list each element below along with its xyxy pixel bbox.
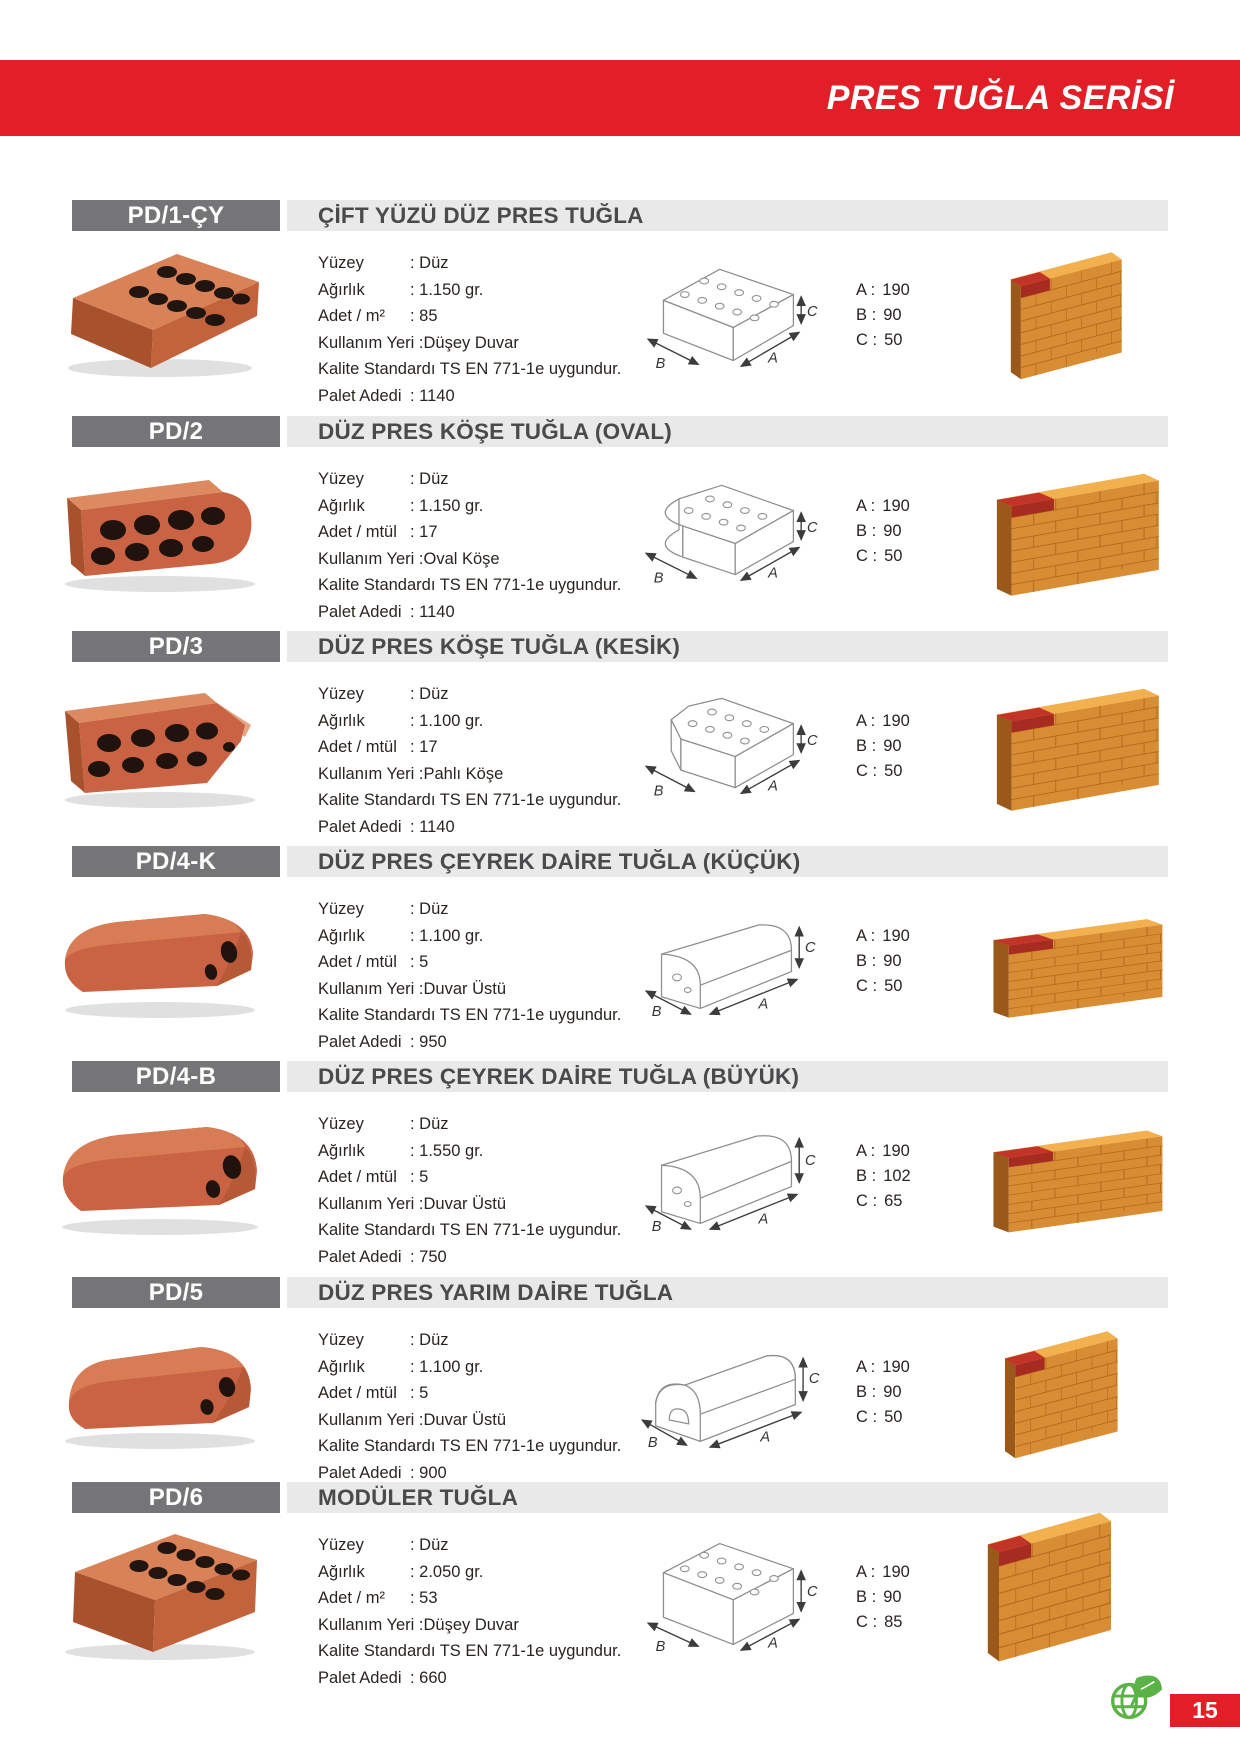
spec-value: : 900 — [410, 1463, 447, 1482]
svg-text:C: C — [805, 940, 816, 957]
product-code-badge: PD/1-ÇY — [72, 200, 280, 231]
spec-value: : 1140 — [410, 817, 455, 836]
dimension-value: 65 — [884, 1192, 903, 1210]
dimension-label: B : — [856, 1383, 877, 1401]
dimension-value: 190 — [882, 712, 910, 730]
spec-label: Kalite Standardı TS EN 771-1e uygundur. — [318, 1642, 622, 1660]
spec-label: Adet / mtül — [318, 738, 397, 756]
spec-label: Ağırlık — [318, 711, 365, 730]
spec-row — [318, 546, 628, 573]
dimension-label: A : — [856, 1358, 876, 1376]
product-title-bar: DÜZ PRES ÇEYREK DAİRE TUĞLA (BÜYÜK) — [287, 1061, 1168, 1092]
spec-label: Ağırlık — [318, 1562, 365, 1581]
spec-label: Palet Adedi — [318, 817, 402, 836]
spec-label: Yüzey — [318, 900, 364, 918]
spec-label: Kalite Standardı TS EN 771-1e uygundur. — [318, 1221, 622, 1239]
spec-row — [318, 1111, 628, 1138]
dimension-row — [856, 1610, 910, 1635]
dimension-value: 90 — [883, 1588, 902, 1606]
spec-label: Palet Adedi — [318, 1247, 402, 1266]
spec-label: Yüzey — [318, 470, 364, 488]
dimension-list — [856, 1560, 910, 1635]
spec-label: Palet Adedi — [318, 1668, 402, 1687]
spec-row — [318, 787, 628, 814]
product-code-badge: PD/2 — [72, 416, 280, 447]
dimension-value: 90 — [883, 306, 902, 324]
spec-value: Oval Köşe — [423, 549, 500, 568]
spec-label: Ağırlık — [318, 1141, 365, 1160]
dimension-value: 90 — [883, 1383, 902, 1401]
spec-label: Kalite Standardı TS EN 771-1e uygundur. — [318, 1006, 622, 1024]
spec-value: : 1.100 gr. — [410, 711, 484, 730]
spec-row — [318, 1354, 628, 1381]
dimension-label: C : — [856, 1408, 878, 1426]
dimension-row — [856, 1405, 910, 1430]
spec-value: : 1.100 gr. — [410, 926, 484, 945]
spec-label: Kalite Standardı TS EN 771-1e uygundur. — [318, 791, 622, 809]
spec-label: Yüzey — [318, 1115, 364, 1133]
spec-row — [318, 1002, 628, 1029]
spec-row — [318, 356, 628, 383]
spec-label: Kullanım Yeri : — [318, 333, 424, 352]
brick-dimension-diagram — [626, 679, 826, 807]
dimension-row — [856, 494, 910, 519]
spec-row — [318, 330, 628, 357]
dimension-value: 190 — [882, 281, 910, 299]
svg-text:A: A — [768, 350, 778, 367]
product-code-badge: PD/6 — [72, 1482, 280, 1513]
header-band — [0, 60, 1240, 136]
dimension-label: B : — [856, 737, 877, 755]
dimension-list — [856, 1355, 910, 1430]
dimension-row — [856, 924, 910, 949]
spec-row — [318, 1612, 628, 1639]
dimension-row — [856, 1355, 910, 1380]
spec-label: Kalite Standardı TS EN 771-1e uygundur. — [318, 576, 622, 594]
spec-label: Ağırlık — [318, 1357, 365, 1376]
spec-value: Duvar Üstü — [423, 1410, 507, 1429]
spec-value: : 5 — [410, 1168, 429, 1186]
product-section — [0, 1277, 1240, 1493]
spec-value: : Düz — [410, 685, 449, 703]
product-section — [0, 846, 1240, 1062]
product-title-bar: DÜZ PRES KÖŞE TUĞLA (OVAL) — [287, 416, 1168, 447]
brick-dimension-diagram — [626, 894, 826, 1022]
product-code-badge: PD/3 — [72, 631, 280, 662]
dimension-label: A : — [856, 712, 876, 730]
spec-row — [318, 599, 628, 626]
product-code-badge: PD/4-B — [72, 1061, 280, 1092]
dimension-label: B : — [856, 306, 877, 324]
brick-photo — [52, 1319, 278, 1459]
spec-label: Ağırlık — [318, 280, 365, 299]
dimension-list — [856, 924, 910, 999]
dimension-label: B : — [856, 1167, 877, 1185]
spec-value: : 1.150 gr. — [410, 496, 484, 515]
spec-row — [318, 1191, 628, 1218]
page-number: 15 — [1192, 1697, 1218, 1723]
dimension-label: B : — [856, 522, 877, 540]
svg-text:A: A — [768, 778, 778, 795]
dimension-list — [856, 278, 910, 353]
spec-row — [318, 1164, 628, 1191]
brick-dimension-diagram — [626, 1109, 826, 1237]
brick-wall-illustration — [980, 1119, 1172, 1241]
dimension-value: 50 — [884, 1408, 903, 1426]
dimension-value: 190 — [882, 1358, 910, 1376]
eco-globe-leaf-icon — [1104, 1668, 1166, 1728]
spec-list — [318, 681, 628, 840]
spec-label: Adet / mtül — [318, 523, 397, 541]
spec-row — [318, 896, 628, 923]
dimension-list — [856, 1139, 911, 1214]
spec-label: Adet / m² — [318, 1589, 385, 1607]
spec-row — [318, 949, 628, 976]
svg-text:B: B — [653, 570, 664, 587]
spec-value: : 85 — [410, 307, 438, 325]
dimension-row — [856, 1585, 910, 1610]
dimension-label: A : — [856, 1142, 876, 1160]
spec-label: Kullanım Yeri : — [318, 1615, 424, 1634]
spec-value: : 750 — [410, 1247, 447, 1266]
spec-list — [318, 896, 628, 1055]
dimension-label: C : — [856, 331, 878, 349]
dimension-row — [856, 709, 910, 734]
spec-value: : 1.150 gr. — [410, 280, 484, 299]
dimension-row — [856, 1380, 910, 1405]
spec-label: Palet Adedi — [318, 386, 402, 405]
dimension-label: A : — [856, 927, 876, 945]
svg-text:C: C — [806, 1583, 818, 1600]
spec-label: Palet Adedi — [318, 602, 402, 621]
brick-wall-illustration — [984, 675, 1168, 821]
spec-list — [318, 250, 628, 409]
spec-label: Yüzey — [318, 1536, 364, 1554]
brick-dimension-diagram — [626, 1325, 826, 1453]
dimension-row — [856, 949, 910, 974]
svg-text:B: B — [647, 1435, 658, 1452]
product-section — [0, 1061, 1240, 1277]
spec-value: : Düz — [410, 1115, 449, 1133]
svg-text:B: B — [655, 1639, 666, 1656]
spec-value: : Düz — [410, 254, 449, 272]
brick-wall-illustration — [1002, 238, 1128, 390]
brick-wall-illustration — [996, 1317, 1124, 1469]
dimension-value: 90 — [883, 522, 902, 540]
svg-text:B: B — [653, 783, 664, 800]
spec-label: Palet Adedi — [318, 1032, 402, 1051]
dimension-value: 102 — [883, 1167, 911, 1185]
dimension-row — [856, 328, 910, 353]
spec-row — [318, 1585, 628, 1612]
spec-value: : Düz — [410, 470, 449, 488]
spec-row — [318, 519, 628, 546]
spec-label: Ağırlık — [318, 496, 365, 515]
spec-row — [318, 303, 628, 330]
spec-list — [318, 1532, 628, 1691]
dimension-label: A : — [856, 1563, 876, 1581]
spec-label: Kullanım Yeri : — [318, 549, 424, 568]
spec-label: Yüzey — [318, 1331, 364, 1349]
spec-row — [318, 1244, 628, 1271]
spec-label: Palet Adedi — [318, 1463, 402, 1482]
brick-dimension-diagram — [626, 248, 826, 376]
brick-photo — [52, 242, 278, 382]
spec-row — [318, 708, 628, 735]
spec-value: : 5 — [410, 1384, 429, 1402]
brick-wall-illustration — [984, 460, 1168, 606]
dimension-row — [856, 544, 910, 569]
dimension-label: C : — [856, 762, 878, 780]
page-number-badge — [1170, 1694, 1240, 1727]
brick-wall-illustration — [978, 1496, 1118, 1674]
brick-photo — [52, 458, 278, 598]
spec-value: : Düz — [410, 900, 449, 918]
dimension-list — [856, 709, 910, 784]
spec-list — [318, 1111, 628, 1270]
dimension-row — [856, 759, 910, 784]
dimension-label: C : — [856, 547, 878, 565]
spec-value: : 1.550 gr. — [410, 1141, 484, 1160]
dimension-value: 190 — [882, 1563, 910, 1581]
spec-row — [318, 277, 628, 304]
spec-value: : 17 — [410, 523, 438, 541]
spec-label: Adet / mtül — [318, 1168, 397, 1186]
svg-text:C: C — [806, 303, 818, 320]
product-code-badge: PD/4-K — [72, 846, 280, 877]
spec-value: : 2.050 gr. — [410, 1562, 484, 1581]
dimension-label: C : — [856, 977, 878, 995]
dimension-row — [856, 734, 910, 759]
brick-photo — [52, 673, 278, 813]
spec-row — [318, 1559, 628, 1586]
product-section — [0, 416, 1240, 632]
dimension-label: C : — [856, 1192, 878, 1210]
dimension-list — [856, 494, 910, 569]
dimension-row — [856, 1189, 911, 1214]
spec-row — [318, 734, 628, 761]
spec-list — [318, 1327, 628, 1486]
spec-value: Düşey Duvar — [423, 1615, 519, 1634]
spec-label: Kullanım Yeri : — [318, 1410, 424, 1429]
product-title-bar: DÜZ PRES YARIM DAİRE TUĞLA — [287, 1277, 1168, 1308]
spec-row — [318, 1665, 628, 1692]
svg-text:B: B — [651, 1004, 662, 1021]
spec-label: Kullanım Yeri : — [318, 1194, 424, 1213]
dimension-value: 190 — [882, 927, 910, 945]
spec-row — [318, 572, 628, 599]
dimension-label: A : — [856, 497, 876, 515]
product-title-bar: DÜZ PRES KÖŞE TUĞLA (KESİK) — [287, 631, 1168, 662]
product-title-bar: ÇİFT YÜZÜ DÜZ PRES TUĞLA — [287, 200, 1168, 231]
svg-text:C: C — [806, 732, 818, 749]
spec-value: : 1.100 gr. — [410, 1357, 484, 1376]
spec-row — [318, 1433, 628, 1460]
spec-label: Kalite Standardı TS EN 771-1e uygundur. — [318, 360, 622, 378]
spec-row — [318, 1638, 628, 1665]
dimension-value: 90 — [883, 737, 902, 755]
spec-value: Duvar Üstü — [423, 979, 507, 998]
spec-value: : 1140 — [410, 386, 455, 405]
spec-label: Kalite Standardı TS EN 771-1e uygundur. — [318, 1437, 622, 1455]
dimension-value: 190 — [882, 497, 910, 515]
brick-wall-illustration — [980, 908, 1172, 1026]
dimension-value: 190 — [882, 1142, 910, 1160]
spec-row — [318, 923, 628, 950]
product-code-badge: PD/5 — [72, 1277, 280, 1308]
spec-row — [318, 383, 628, 410]
svg-text:A: A — [758, 1211, 769, 1228]
dimension-row — [856, 1139, 911, 1164]
spec-label: Adet / m² — [318, 307, 385, 325]
spec-row — [318, 1407, 628, 1434]
dimension-value: 90 — [883, 952, 902, 970]
dimension-value: 50 — [884, 547, 903, 565]
spec-value: : 5 — [410, 953, 429, 971]
dimension-label: C : — [856, 1613, 878, 1631]
dimension-value: 85 — [884, 1613, 903, 1631]
spec-value: : 1140 — [410, 602, 455, 621]
spec-value: : Düz — [410, 1331, 449, 1349]
spec-label: Ağırlık — [318, 926, 365, 945]
spec-row — [318, 493, 628, 520]
dimension-row — [856, 1560, 910, 1585]
page-title: PRES TUĞLA SERİSİ — [826, 78, 1174, 117]
brick-dimension-diagram — [626, 464, 826, 592]
product-title-bar: DÜZ PRES ÇEYREK DAİRE TUĞLA (KÜÇÜK) — [287, 846, 1168, 877]
spec-value: : 660 — [410, 1668, 447, 1687]
spec-row — [318, 1029, 628, 1056]
brick-dimension-diagram — [626, 1530, 826, 1658]
spec-label: Yüzey — [318, 254, 364, 272]
svg-text:A: A — [760, 1429, 771, 1446]
brick-photo — [52, 1524, 278, 1664]
dimension-row — [856, 278, 910, 303]
svg-text:B: B — [651, 1219, 662, 1236]
dimension-row — [856, 974, 910, 999]
spec-value: : 53 — [410, 1589, 438, 1607]
svg-text:C: C — [806, 519, 818, 536]
spec-value: Duvar Üstü — [423, 1194, 507, 1213]
product-section — [0, 1482, 1240, 1698]
dimension-row — [856, 1164, 911, 1189]
spec-row — [318, 1217, 628, 1244]
spec-row — [318, 1327, 628, 1354]
spec-row — [318, 1532, 628, 1559]
spec-label: Kullanım Yeri : — [318, 764, 424, 783]
product-section — [0, 200, 1240, 416]
spec-value: Pahlı Köşe — [423, 764, 504, 783]
spec-list — [318, 466, 628, 625]
brick-photo — [52, 1103, 278, 1243]
spec-label: Yüzey — [318, 685, 364, 703]
spec-label: Kullanım Yeri : — [318, 979, 424, 998]
dimension-label: B : — [856, 952, 877, 970]
spec-row — [318, 761, 628, 788]
svg-text:C: C — [808, 1371, 820, 1388]
dimension-label: A : — [856, 281, 876, 299]
dimension-row — [856, 519, 910, 544]
dimension-value: 50 — [884, 331, 903, 349]
spec-value: : Düz — [410, 1536, 449, 1554]
spec-row — [318, 814, 628, 841]
product-section — [0, 631, 1240, 847]
dimension-row — [856, 303, 910, 328]
dimension-value: 50 — [884, 977, 903, 995]
svg-text:A: A — [768, 1635, 778, 1652]
spec-value: : 17 — [410, 738, 438, 756]
spec-row — [318, 466, 628, 493]
dimension-value: 50 — [884, 762, 903, 780]
spec-label: Adet / mtül — [318, 953, 397, 971]
spec-label: Adet / mtül — [318, 1384, 397, 1402]
brick-photo — [52, 888, 278, 1028]
dimension-label: B : — [856, 1588, 877, 1606]
spec-value: Düşey Duvar — [423, 333, 519, 352]
spec-row — [318, 250, 628, 277]
spec-row — [318, 1380, 628, 1407]
svg-text:B: B — [655, 356, 666, 373]
spec-value: : 950 — [410, 1032, 447, 1051]
spec-row — [318, 976, 628, 1003]
svg-text:A: A — [758, 996, 769, 1013]
spec-row — [318, 681, 628, 708]
svg-text:C: C — [805, 1153, 816, 1170]
product-title-bar: MODÜLER TUĞLA — [287, 1482, 1168, 1513]
spec-row — [318, 1138, 628, 1165]
svg-text:A: A — [768, 565, 778, 582]
